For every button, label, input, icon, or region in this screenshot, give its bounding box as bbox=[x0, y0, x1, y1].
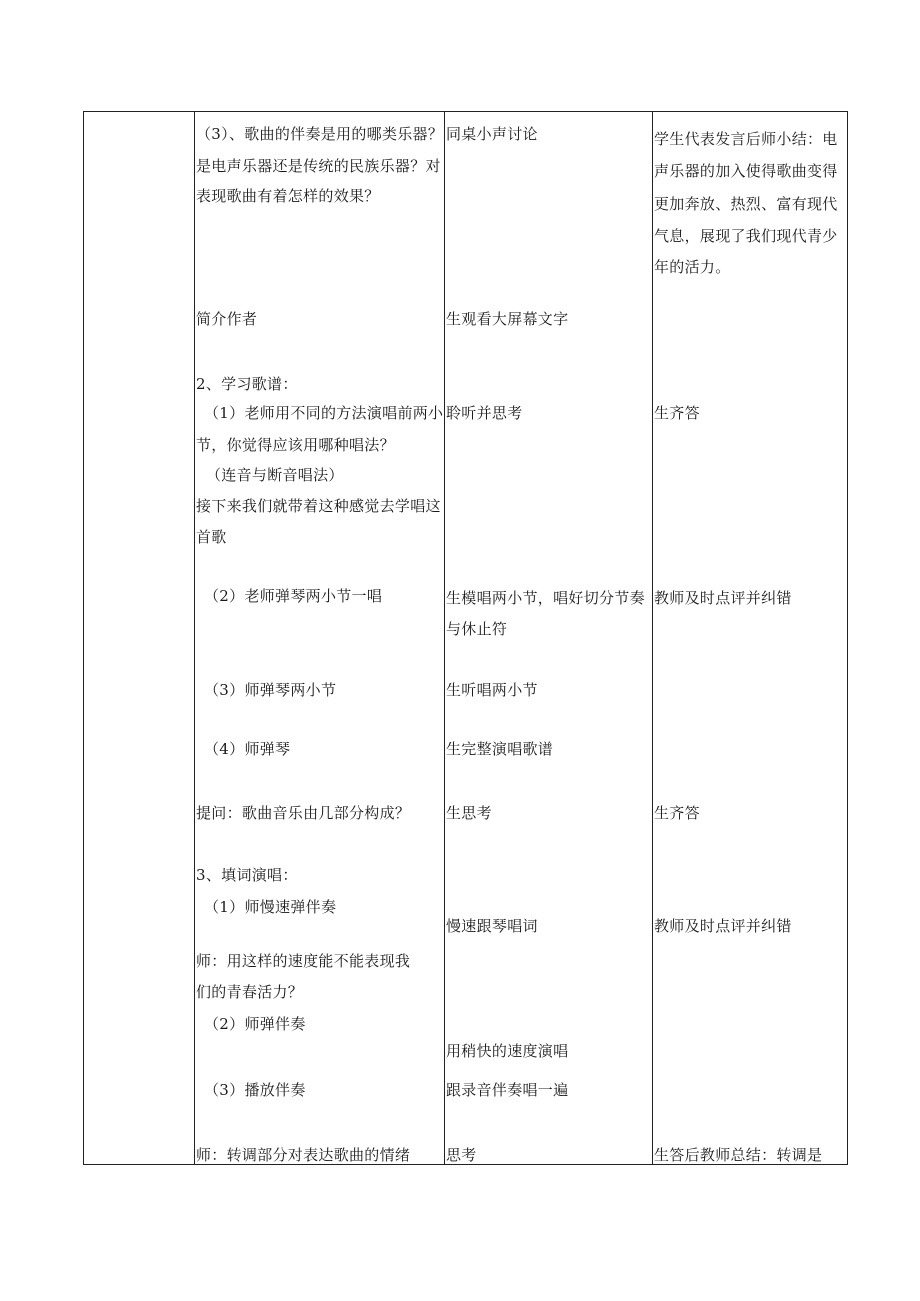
s3-3: （3）播放伴奏 bbox=[204, 1081, 306, 1099]
question: 提问：歌曲音乐由几部分构成？ bbox=[196, 804, 411, 822]
note-r1-line-5: 年的活力。 bbox=[654, 258, 731, 276]
column-divider-1 bbox=[194, 112, 195, 1164]
s2-1-line-2: 节，你觉得应该用哪种唱法？ bbox=[196, 436, 395, 454]
s2-1-line-1: （1）老师用不同的方法演唱前两小 bbox=[204, 404, 444, 422]
activity-r3: 聆听并思考 bbox=[446, 404, 523, 422]
last-teacher-line: 师：转调部分对表达歌曲的情绪 bbox=[196, 1146, 411, 1164]
note-r5: 教师及时点评并纠错 bbox=[654, 917, 792, 935]
note-r2: 生齐答 bbox=[654, 404, 700, 422]
s2-1-line-5: 首歌 bbox=[196, 528, 227, 546]
note-r1-line-1: 学生代表发言后师小结：电 bbox=[654, 130, 838, 148]
activity-r8: 慢速跟琴唱词 bbox=[446, 917, 538, 935]
activity-r10: 跟录音伴奏唱一遍 bbox=[446, 1081, 569, 1099]
activity-r9: 用稍快的速度演唱 bbox=[446, 1042, 569, 1060]
column-divider-2 bbox=[444, 112, 445, 1164]
note-r6: 生答后教师总结：转调是 bbox=[654, 1146, 823, 1164]
note-r1-line-2: 声乐器的加入使得歌曲变得 bbox=[654, 162, 838, 180]
section-3-title: 3、填词演唱： bbox=[196, 866, 298, 884]
q3-line-1: （3）、歌曲的伴奏是用的哪类乐器？ bbox=[196, 125, 444, 143]
activity-r1: 同桌小声讨论 bbox=[446, 125, 538, 143]
note-r1-line-3: 更加奔放、热烈、富有现代 bbox=[654, 195, 838, 213]
note-r4: 生齐答 bbox=[654, 804, 700, 822]
note-r3: 教师及时点评并纠错 bbox=[654, 589, 792, 607]
s2-4: （4）师弹琴 bbox=[204, 740, 291, 758]
intro-author: 简介作者 bbox=[196, 310, 258, 328]
activity-r6: 生完整演唱歌谱 bbox=[446, 740, 554, 758]
lesson-table bbox=[83, 111, 848, 1165]
activity-r11: 思考 bbox=[446, 1146, 477, 1164]
activity-r2: 生观看大屏幕文字 bbox=[446, 310, 569, 328]
section-2-title: 2、学习歌谱： bbox=[196, 375, 298, 393]
s2-2: （2）老师弹琴两小节一唱 bbox=[204, 587, 383, 605]
activity-r7: 生思考 bbox=[446, 804, 492, 822]
q3-line-3: 表现歌曲有着怎样的效果？ bbox=[196, 187, 380, 205]
s3-1: （1）师慢速弹伴奏 bbox=[204, 898, 337, 916]
column-divider-3 bbox=[652, 112, 653, 1164]
activity-r4-line-1: 生模唱两小节，唱好切分节奏 bbox=[446, 589, 645, 607]
s2-1-line-3: （连音与断音唱法） bbox=[206, 466, 344, 484]
activity-r5: 生听唱两小节 bbox=[446, 681, 538, 699]
teacher-line-2: 们的青春活力？ bbox=[196, 983, 304, 1001]
q3-line-2: 是电声乐器还是传统的民族乐器？对 bbox=[196, 157, 441, 175]
s3-2: （2）师弹伴奏 bbox=[204, 1015, 306, 1033]
note-r1-line-4: 气息，展现了我们现代青少 bbox=[654, 227, 838, 245]
activity-r4-line-2: 与休止符 bbox=[446, 620, 508, 638]
s2-3: （3）师弹琴两小节 bbox=[204, 681, 337, 699]
s2-1-line-4: 接下来我们就带着这种感觉去学唱这 bbox=[196, 497, 441, 515]
teacher-line-1: 师：用这样的速度能不能表现我 bbox=[196, 952, 411, 970]
